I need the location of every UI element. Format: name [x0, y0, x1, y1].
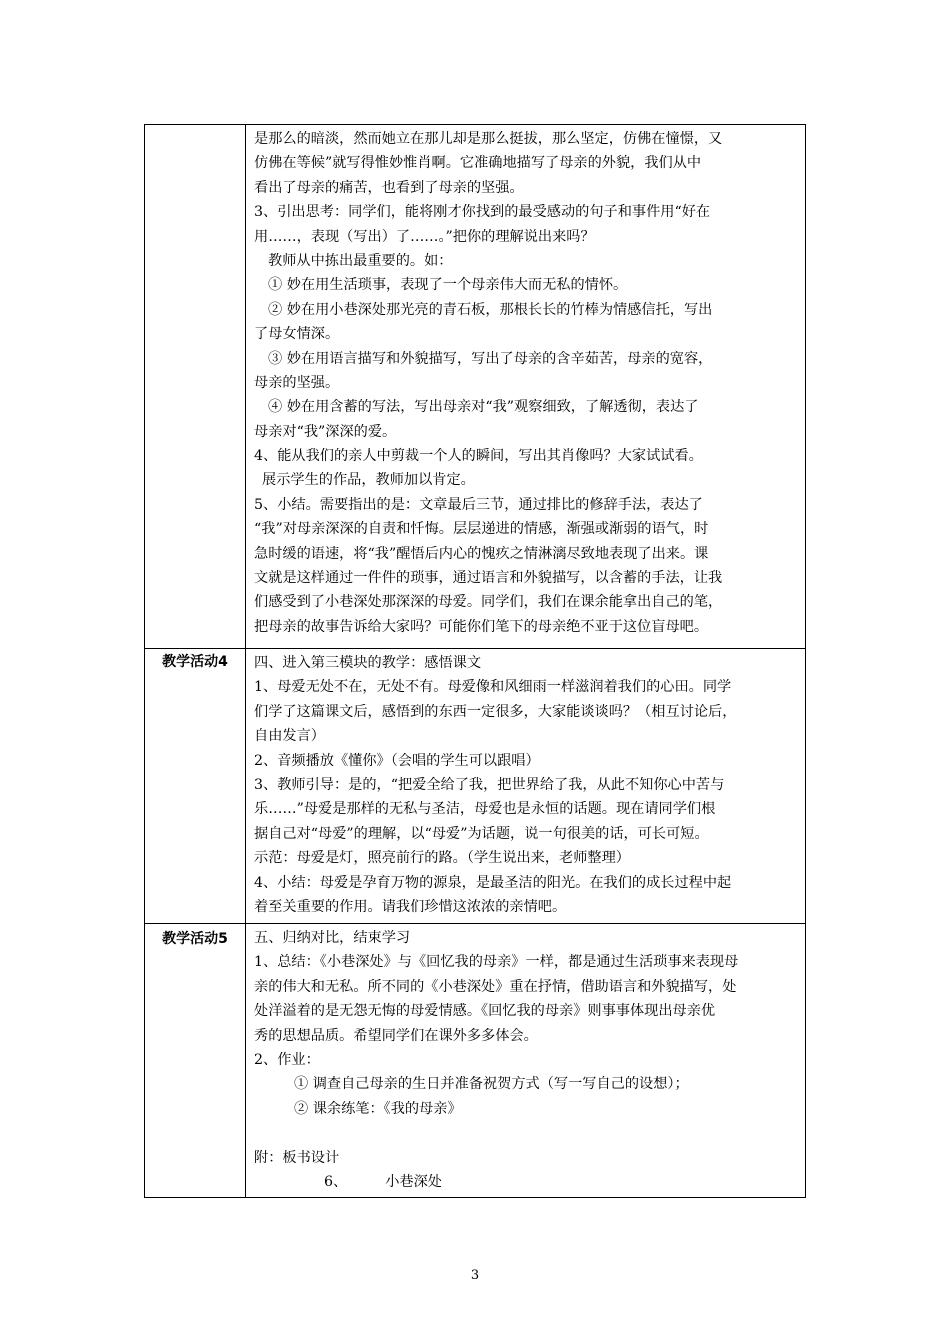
text-line: 附：板书设计	[254, 1149, 340, 1166]
text-line: 1、总结：《小巷深处》与《回忆我的母亲》一样，都是通过生活琐事来表现母	[254, 954, 739, 971]
text-line: ① 调查自己母亲的生日并准备祝贺方式（写一写自己的设想）；	[294, 1076, 689, 1093]
text-line: 展示学生的作品，教师加以肯定。	[262, 472, 475, 489]
text-line: 了母女情深。	[254, 326, 340, 343]
text-line: 秀的思想品质。希望同学们在课外多多体会。	[254, 1027, 538, 1044]
text-line: 1、母爱无处不在，无处不有。母爱像和风细雨一样滋润着我们的心田。同学	[254, 679, 732, 696]
text-line: 示范：母爱是灯，照亮前行的路。（学生说出来，老师整理）	[254, 850, 630, 867]
text-line: ② 课余练笔：《我的母亲》	[294, 1100, 462, 1117]
text-line: 4、小结：母爱是孕育万物的源泉，是最圣洁的阳光。在我们的成长过程中起	[254, 874, 732, 891]
text-line: “我”对母亲深深的自责和忏悔。层层递进的情感，渐强或渐弱的语气，时	[254, 521, 709, 538]
text-line: ① 妙在用生活琐事，表现了一个母亲伟大而无私的情怀。	[268, 277, 628, 294]
text-line	[254, 1121, 797, 1145]
text-line: 们学了这篇课文后，感悟到的东西一定很多，大家能谈谈吗？（相互讨论后，	[254, 703, 737, 720]
text-line: 处洋溢着的是无怨无悔的母爱情感。《回忆我的母亲》则事事体现出母亲优	[254, 1003, 716, 1020]
text-line: 着至关重要的作用。请我们珍惜这浓浓的亲情吧。	[254, 898, 567, 915]
text-line: 母亲的坚强。	[254, 374, 340, 391]
table-row	[145, 649, 806, 924]
text-line: 们感受到了小巷深处那深深的母爱。同学们，我们在课余能拿出自己的笔，	[254, 594, 723, 611]
lesson-plan-table	[144, 124, 806, 1198]
row-content	[246, 125, 806, 649]
text-line: ② 妙在用小巷深处那光亮的青石板，那根长长的竹棒为情感信托，写出	[268, 301, 713, 318]
text-line: 自由发言）	[254, 728, 325, 745]
text-line: 母亲对“我”深深的爱。	[254, 423, 397, 440]
text-line: 亲的伟大和无私。所不同的《小巷深处》重在抒情，借助语言和外貌描写，处	[254, 978, 737, 995]
board-design-line	[254, 1170, 797, 1194]
page-number: 3	[470, 1268, 480, 1283]
text-line: 5、小结。需要指出的是：文章最后三节，通过排比的修辞手法，表达了	[254, 496, 703, 513]
text-line: 是那么的暗淡，然而她立在那儿却是那么挺拔，那么坚定，仿佛在憧憬，又	[254, 131, 723, 147]
table-row	[145, 924, 806, 1198]
text-line: ④ 妙在用含蓄的写法，写出母亲对“我”观察细致，了解透彻，表达了	[268, 399, 699, 416]
row-label	[145, 125, 246, 649]
text-line: 把母亲的故事告诉给大家吗？可能你们笔下的母亲绝不亚于这位盲母吧。	[254, 618, 709, 635]
table-row	[145, 125, 806, 649]
text-line: 4、能从我们的亲人中剪裁一个人的瞬间，写出其肖像吗？大家试试看。	[254, 448, 703, 465]
text-line: 乐……”母爱是那样的无私与圣洁，母爱也是永恒的话题。现在请同学们根	[254, 801, 716, 818]
text-line: 教师从中拣出最重要的。如：	[268, 252, 453, 269]
text-line: 3、教师引导：是的，“把爱全给了我，把世界给了我，从此不知你心中苦与	[254, 776, 725, 793]
row-label: 教学活动5	[145, 924, 246, 1198]
text-line: 2、作业：	[254, 1051, 320, 1068]
board-number: 6、	[324, 1173, 348, 1190]
row-content	[246, 924, 806, 1198]
text-line: 用……，表现（写出）了……。”把你的理解说出来吗？	[254, 228, 595, 245]
text-line: 看出了母亲的痛苦，也看到了母亲的坚强。	[254, 179, 524, 196]
text-line: 3、引出思考：同学们，能将刚才你找到的最受感动的句子和事件用“好在	[254, 204, 711, 221]
text-line: 四、进入第三模块的教学：感悟课文	[254, 655, 482, 671]
board-title: 小巷深处	[385, 1173, 442, 1190]
row-label: 教学活动4	[145, 649, 246, 924]
text-line: ③ 妙在用语言描写和外貌描写，写出了母亲的含辛茹苦，母亲的宽容，	[268, 350, 713, 367]
text-line: 急时缓的语速，将“我”醒悟后内心的愧疚之情淋漓尽致地表现了出来。课	[254, 545, 709, 562]
text-line: 文就是这样通过一件件的琐事，通过语言和外貌描写，以含蓄的手法，让我	[254, 570, 723, 587]
text-line: 仿佛在等候”就写得惟妙惟肖啊。它准确地描写了母亲的外貌，我们从中	[254, 155, 702, 172]
text-line: 五、归纳对比，结束学习	[254, 930, 411, 946]
row-content	[246, 649, 806, 924]
text-line: 据自己对“母爱”的理解，以“母爱”为话题，说一句很美的话，可长可短。	[254, 825, 709, 842]
text-line: 2、音频播放《懂你》（会唱的学生可以跟唱）	[254, 752, 540, 769]
